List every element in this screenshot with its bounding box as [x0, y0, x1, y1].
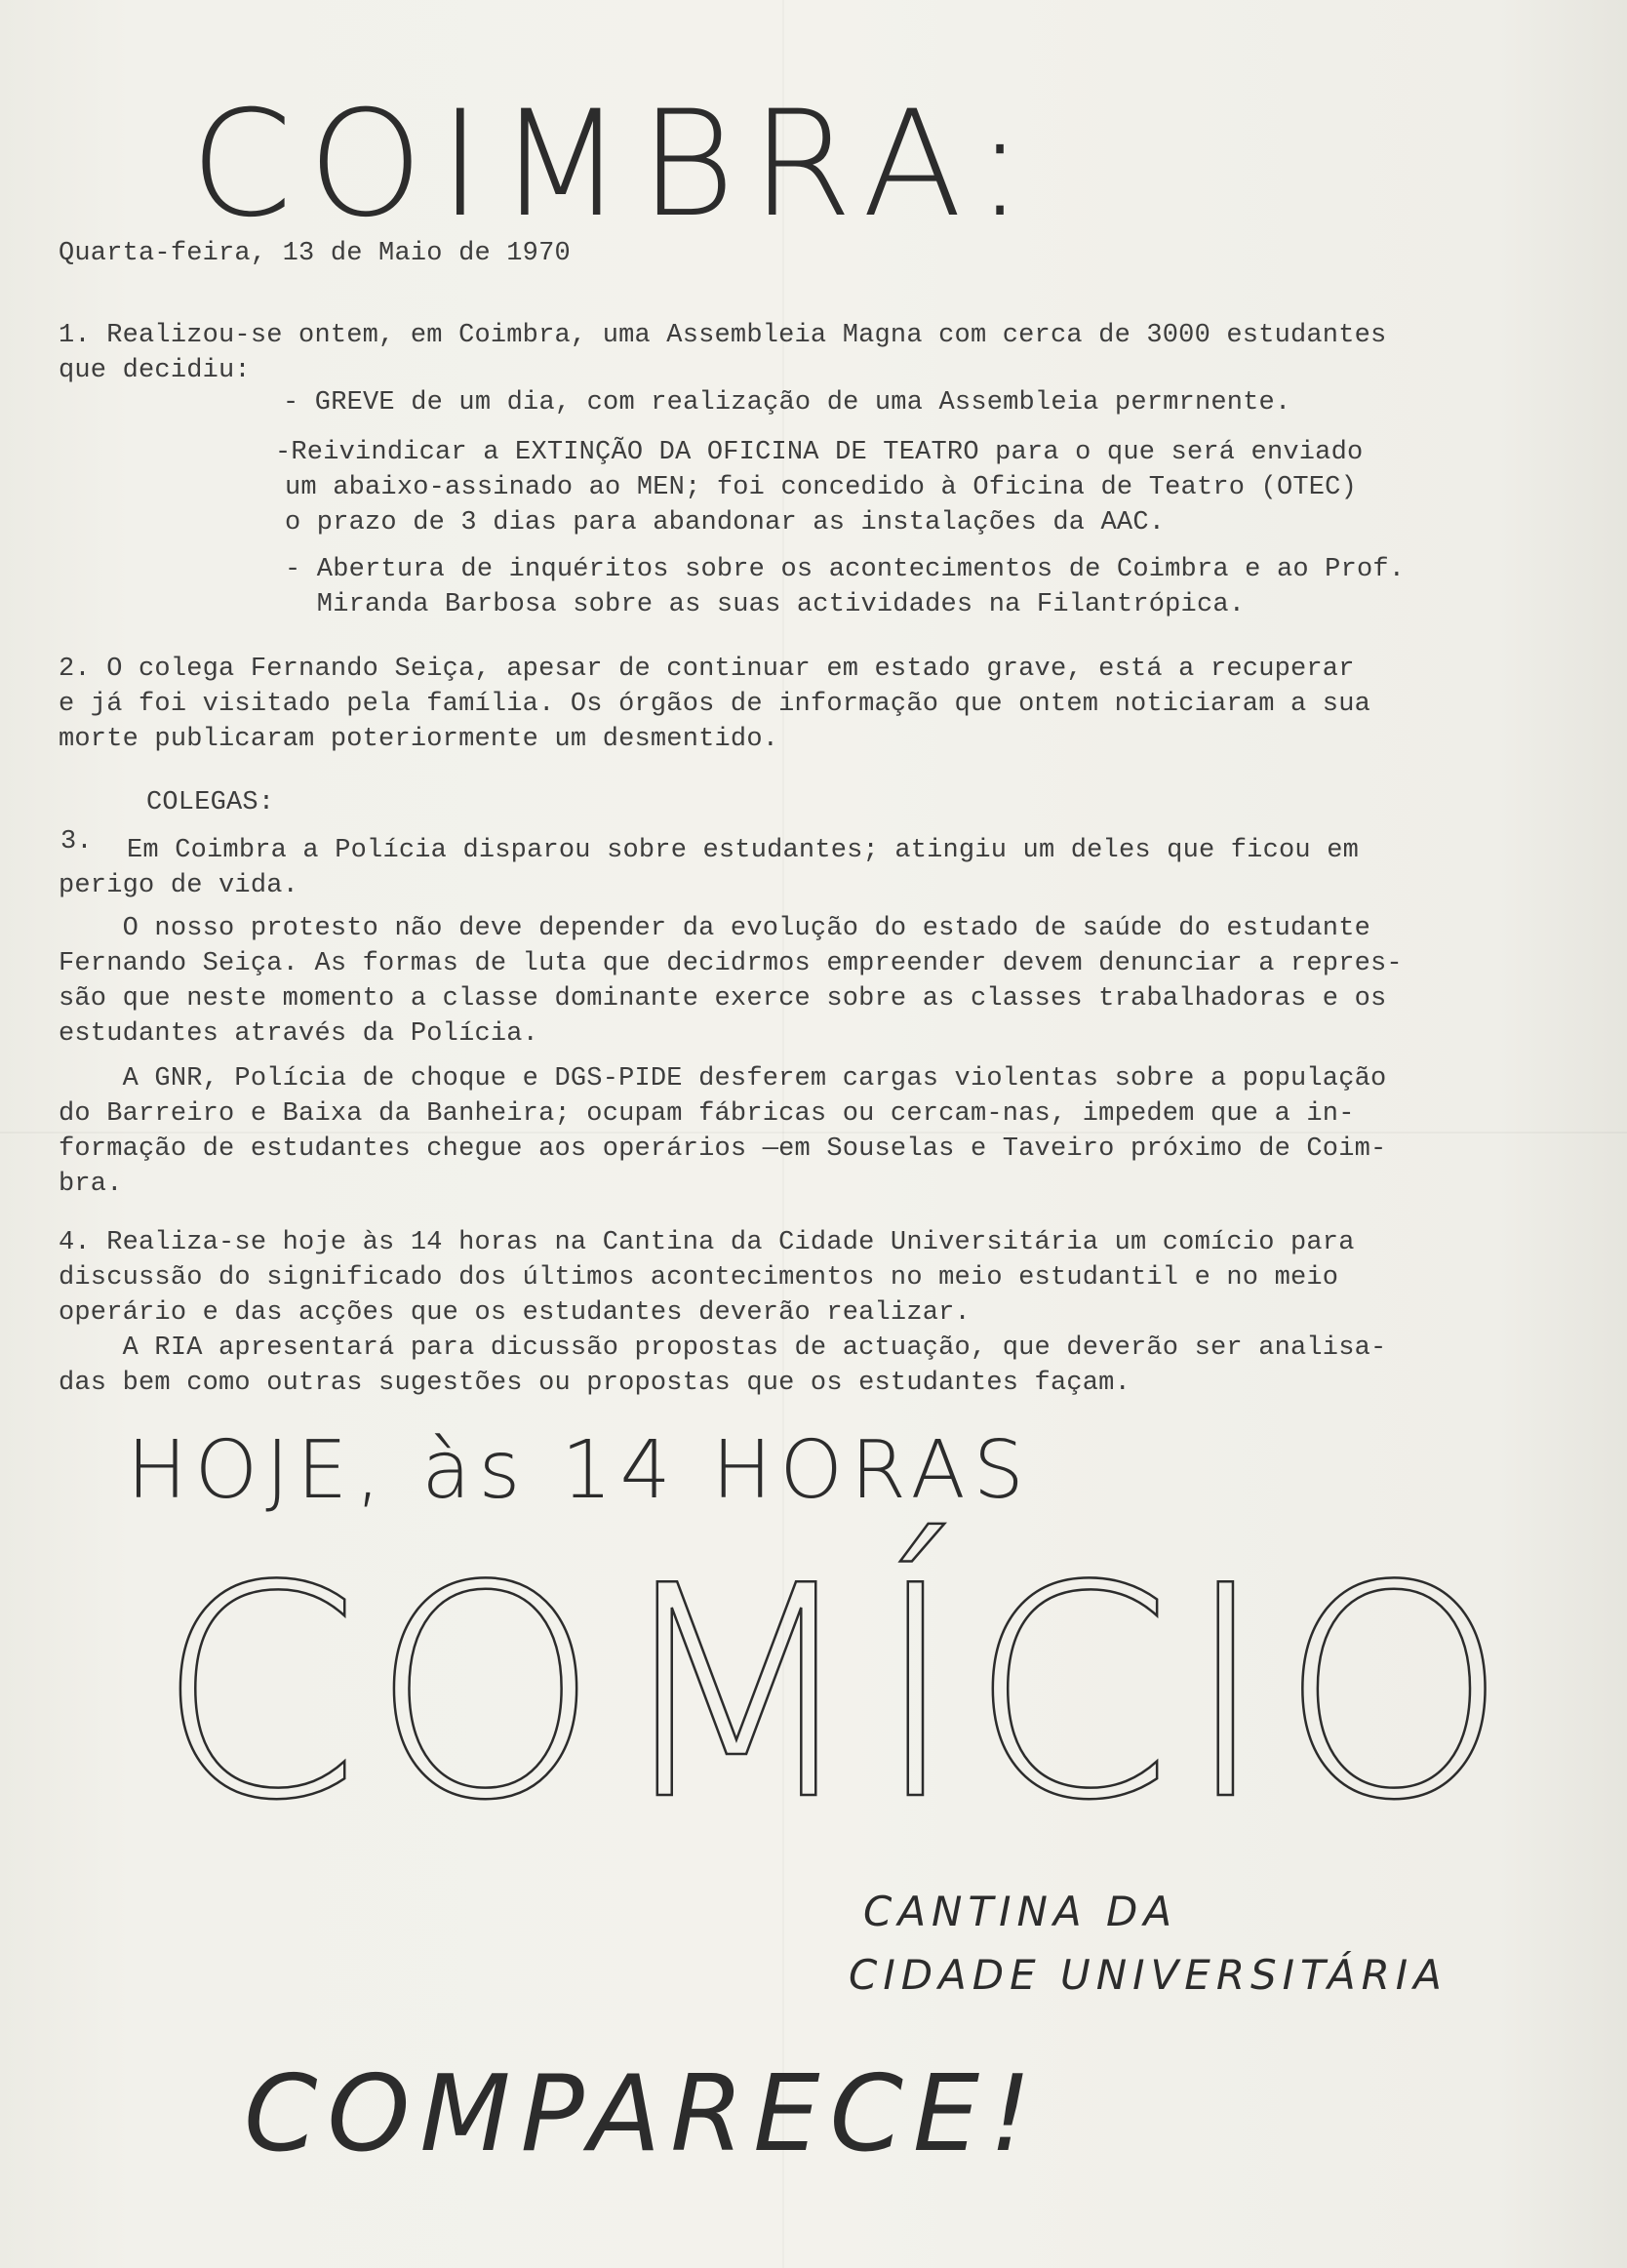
section-1-item-inqueritos-line-1: - Abertura de inquéritos sobre os acontecimentos de Coimbra e ao Prof. — [285, 555, 1406, 584]
section-4-line-5: das bem como outras sugestões ou propostas que os estudantes façam. — [59, 1369, 1131, 1398]
gnr-line-3: formação de estudantes chegue aos operários —em Souselas e Taveiro próximo de Coim- — [59, 1134, 1387, 1164]
gnr-line-4: bra. — [59, 1170, 123, 1199]
comicio-text: COMÍCIO — [156, 1524, 1520, 1864]
gnr-line-1: A GNR, Polícia de choque e DGS-PIDE desferem cargas violentas sobre a população — [59, 1064, 1387, 1094]
section-4-line-2: discussão do significado dos últimos acontecimentos no meio estudantil e no meio — [59, 1263, 1339, 1293]
section-2-line-2: e já foi visitado pela família. Os órgãos de informação que ontem noticiaram a sua — [59, 690, 1371, 719]
handwritten-cidade-universitaria: CIDADE UNIVERSITÁRIA — [849, 1951, 1448, 1999]
protesto-line-3: são que neste momento a classe dominante exerce sobre as classes trabalhadoras e os — [59, 984, 1387, 1014]
colegas-heading: COLEGAS: — [146, 788, 275, 817]
section-1-item-teatro-line-1: -Reivindicar a EXTINÇÃO DA OFICINA DE TEATRO para o que será enviado — [275, 438, 1364, 467]
section-1-item-inqueritos-line-2: Miranda Barbosa sobre as suas actividades na Filantrópica. — [285, 590, 1246, 619]
section-3-line-1: Em Coimbra a Polícia disparou sobre estudantes; atingiu um deles que ficou em — [127, 836, 1360, 865]
protesto-line-1: O nosso protesto não deve depender da evolução do estado de saúde do estudante — [59, 914, 1371, 943]
section-1-item-teatro-line-3: o prazo de 3 dias para abandonar as instalações da AAC. — [285, 508, 1166, 537]
date-line: Quarta-feira, 13 de Maio de 1970 — [59, 239, 571, 268]
handwritten-cantina-da: CANTINA DA — [863, 1888, 1178, 1935]
section-1-item-greve: - GREVE de um dia, com realização de uma Assembleia permrnente. — [283, 388, 1291, 418]
section-2-line-1: 2. O colega Fernando Seiça, apesar de continuar em estado grave, está a recuperar — [59, 655, 1355, 684]
protesto-line-4: estudantes através da Polícia. — [59, 1019, 539, 1049]
section-1-line-1: 1. Realizou-se ontem, em Coimbra, uma Assembleia Magna com cerca de 3000 estudantes — [59, 321, 1387, 350]
section-3-number: 3. — [60, 827, 93, 856]
section-1-line-2: que decidiu: — [59, 356, 251, 385]
section-4-line-1: 4. Realiza-se hoje às 14 horas na Cantina da Cidade Universitária um comício para — [59, 1228, 1355, 1257]
handwritten-title: COIMBRA: — [190, 80, 1041, 250]
protesto-line-2: Fernando Seiça. As formas de luta que decidrmos empreender devem denunciar a repres- — [59, 949, 1403, 978]
handwritten-comparece: COMPARECE! — [244, 2053, 1042, 2175]
outlined-comicio-lettering — [156, 1524, 1520, 1864]
handwritten-hoje-14-horas: HOJE, às 14 HORAS — [127, 1424, 1032, 1517]
gnr-line-2: do Barreiro e Baixa da Banheira; ocupam fábricas ou cercam-nas, impedem que a in- — [59, 1099, 1355, 1129]
section-1-item-teatro-line-2: um abaixo-assinado ao MEN; foi concedido à Oficina de Teatro (OTEC) — [285, 473, 1357, 502]
section-4-line-4: A RIA apresentará para dicussão propostas de actuação, que deverão ser analisa- — [59, 1333, 1387, 1363]
section-2-line-3: morte publicaram poteriormente um desmentido. — [59, 725, 779, 754]
section-3-line-2: perigo de vida. — [59, 871, 299, 900]
section-4-line-3: operário e das acções que os estudantes deverão realizar. — [59, 1298, 971, 1328]
